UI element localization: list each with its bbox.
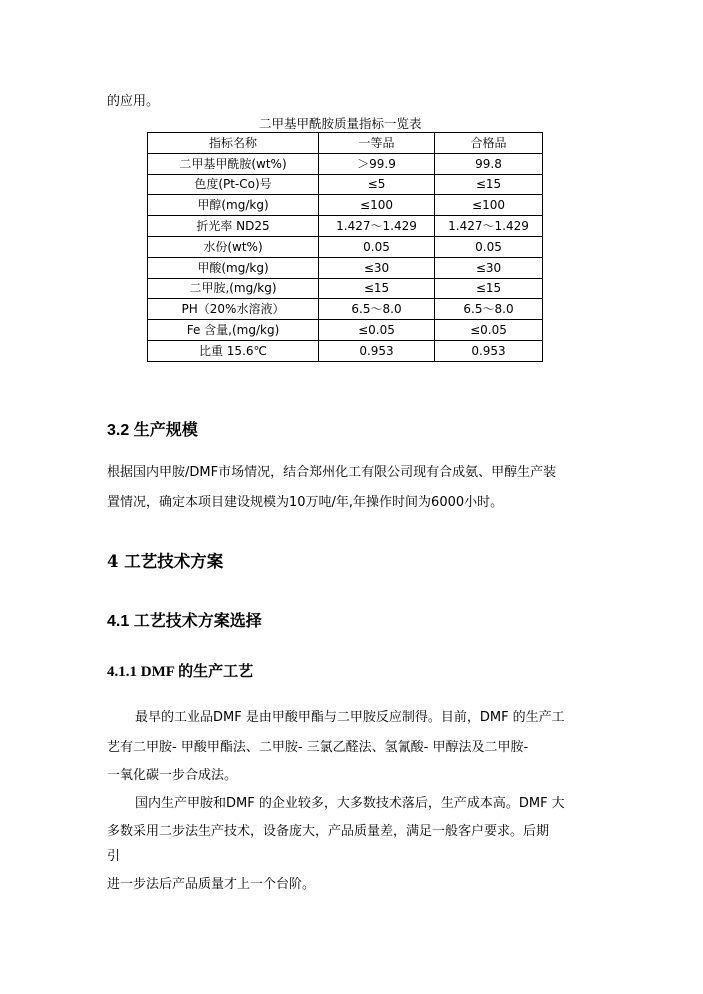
table-row xyxy=(148,299,543,320)
paragraph-1-line-1: 最早的工业品DMF 是由甲酸甲酯与二甲胺反应制得。目前，DMF 的生产工 xyxy=(135,710,565,725)
table-cell: 二甲基甲酰胺(wt%) xyxy=(148,153,319,174)
table-cell: ≤100 xyxy=(435,195,543,216)
table-caption: 二甲基甲酰胺质量指标一览表 xyxy=(259,116,422,131)
section-3-2-line-2: 置情况，确定本项目建设规模为10万吨/年,年操作时间为6000小时。 xyxy=(107,495,504,510)
table-cell: 甲醇(mg/kg) xyxy=(148,195,319,216)
table-row xyxy=(148,236,543,257)
table-cell: ≤100 xyxy=(319,195,435,216)
table-cell: 折光率 ND25 xyxy=(148,216,319,237)
header-qualified-grade: 合格品 xyxy=(435,133,543,154)
table-cell: ≤15 xyxy=(319,278,435,299)
table-row xyxy=(148,195,543,216)
table-cell: ≤0.05 xyxy=(319,320,435,341)
section-4-heading: 4 工艺技术方案 xyxy=(107,552,224,571)
table-cell: PH（20%水溶液） xyxy=(148,299,319,320)
table-row xyxy=(148,320,543,341)
table-cell: 比重 15.6℃ xyxy=(148,340,319,361)
table-cell: 二甲胺,(mg/kg) xyxy=(148,278,319,299)
table-cell: ≤30 xyxy=(435,257,543,278)
intro-tail-text: 的应用。 xyxy=(107,94,160,109)
table-cell: 0.05 xyxy=(319,236,435,257)
table-row xyxy=(148,174,543,195)
section-4-1-1-heading: 4.1.1 DMF 的生产工艺 xyxy=(107,664,254,680)
header-first-grade: 一等品 xyxy=(319,133,435,154)
header-indicator-name: 指标名称 xyxy=(148,133,319,154)
table-row xyxy=(148,257,543,278)
table-header-row xyxy=(148,133,543,154)
table-cell: 色度(Pt-Co)号 xyxy=(148,174,319,195)
paragraph-2-line-1: 国内生产甲胺和DMF 的企业较多，大多数技术落后，生产成本高。DMF 大 xyxy=(135,796,565,811)
table-row xyxy=(148,340,543,361)
table-cell: 0.953 xyxy=(319,340,435,361)
table-cell: 6.5～8.0 xyxy=(435,299,543,320)
table-row xyxy=(148,278,543,299)
table-cell: ＞99.9 xyxy=(319,153,435,174)
table-row xyxy=(148,216,543,237)
table-cell: ≤5 xyxy=(319,174,435,195)
table-row xyxy=(148,153,543,174)
section-3-2-heading: 3.2 生产规模 xyxy=(107,422,198,439)
paragraph-2-line-4: 进一步法后产品质量才上一个台阶。 xyxy=(107,877,316,892)
table-cell: ≤0.05 xyxy=(435,320,543,341)
table-cell: 6.5～8.0 xyxy=(319,299,435,320)
table-cell: 99.8 xyxy=(435,153,543,174)
table-cell: Fe 含量,(mg/kg) xyxy=(148,320,319,341)
paragraph-2-line-2: 多数采用二步法生产技术，设备庞大，产品质量差，满足一般客户要求。后期 xyxy=(107,824,550,839)
table-cell: 0.953 xyxy=(435,340,543,361)
table-cell: ≤15 xyxy=(435,174,543,195)
table-cell: 甲酸(mg/kg) xyxy=(148,257,319,278)
paragraph-1-line-3: 一氧化碳一步合成法。 xyxy=(107,768,238,783)
paragraph-1-line-2: 艺有二甲胺- 甲酸甲酯法、二甲胺- 三氯乙醛法、氢氰酸- 甲醇法及二甲胺- xyxy=(107,740,529,755)
table-cell: 0.05 xyxy=(435,236,543,257)
table-cell: 水份(wt%) xyxy=(148,236,319,257)
table-cell: ≤30 xyxy=(319,257,435,278)
table-cell: 1.427～1.429 xyxy=(435,216,543,237)
table-cell: 1.427～1.429 xyxy=(319,216,435,237)
section-4-1-heading: 4.1 工艺技术方案选择 xyxy=(107,613,262,630)
quality-spec-table xyxy=(147,132,543,362)
table-cell: ≤15 xyxy=(435,278,543,299)
section-3-2-line-1: 根据国内甲胺/DMF市场情况，结合郑州化工有限公司现有合成氨、甲醇生产装 xyxy=(107,465,557,480)
paragraph-2-line-3: 引 xyxy=(107,849,121,864)
